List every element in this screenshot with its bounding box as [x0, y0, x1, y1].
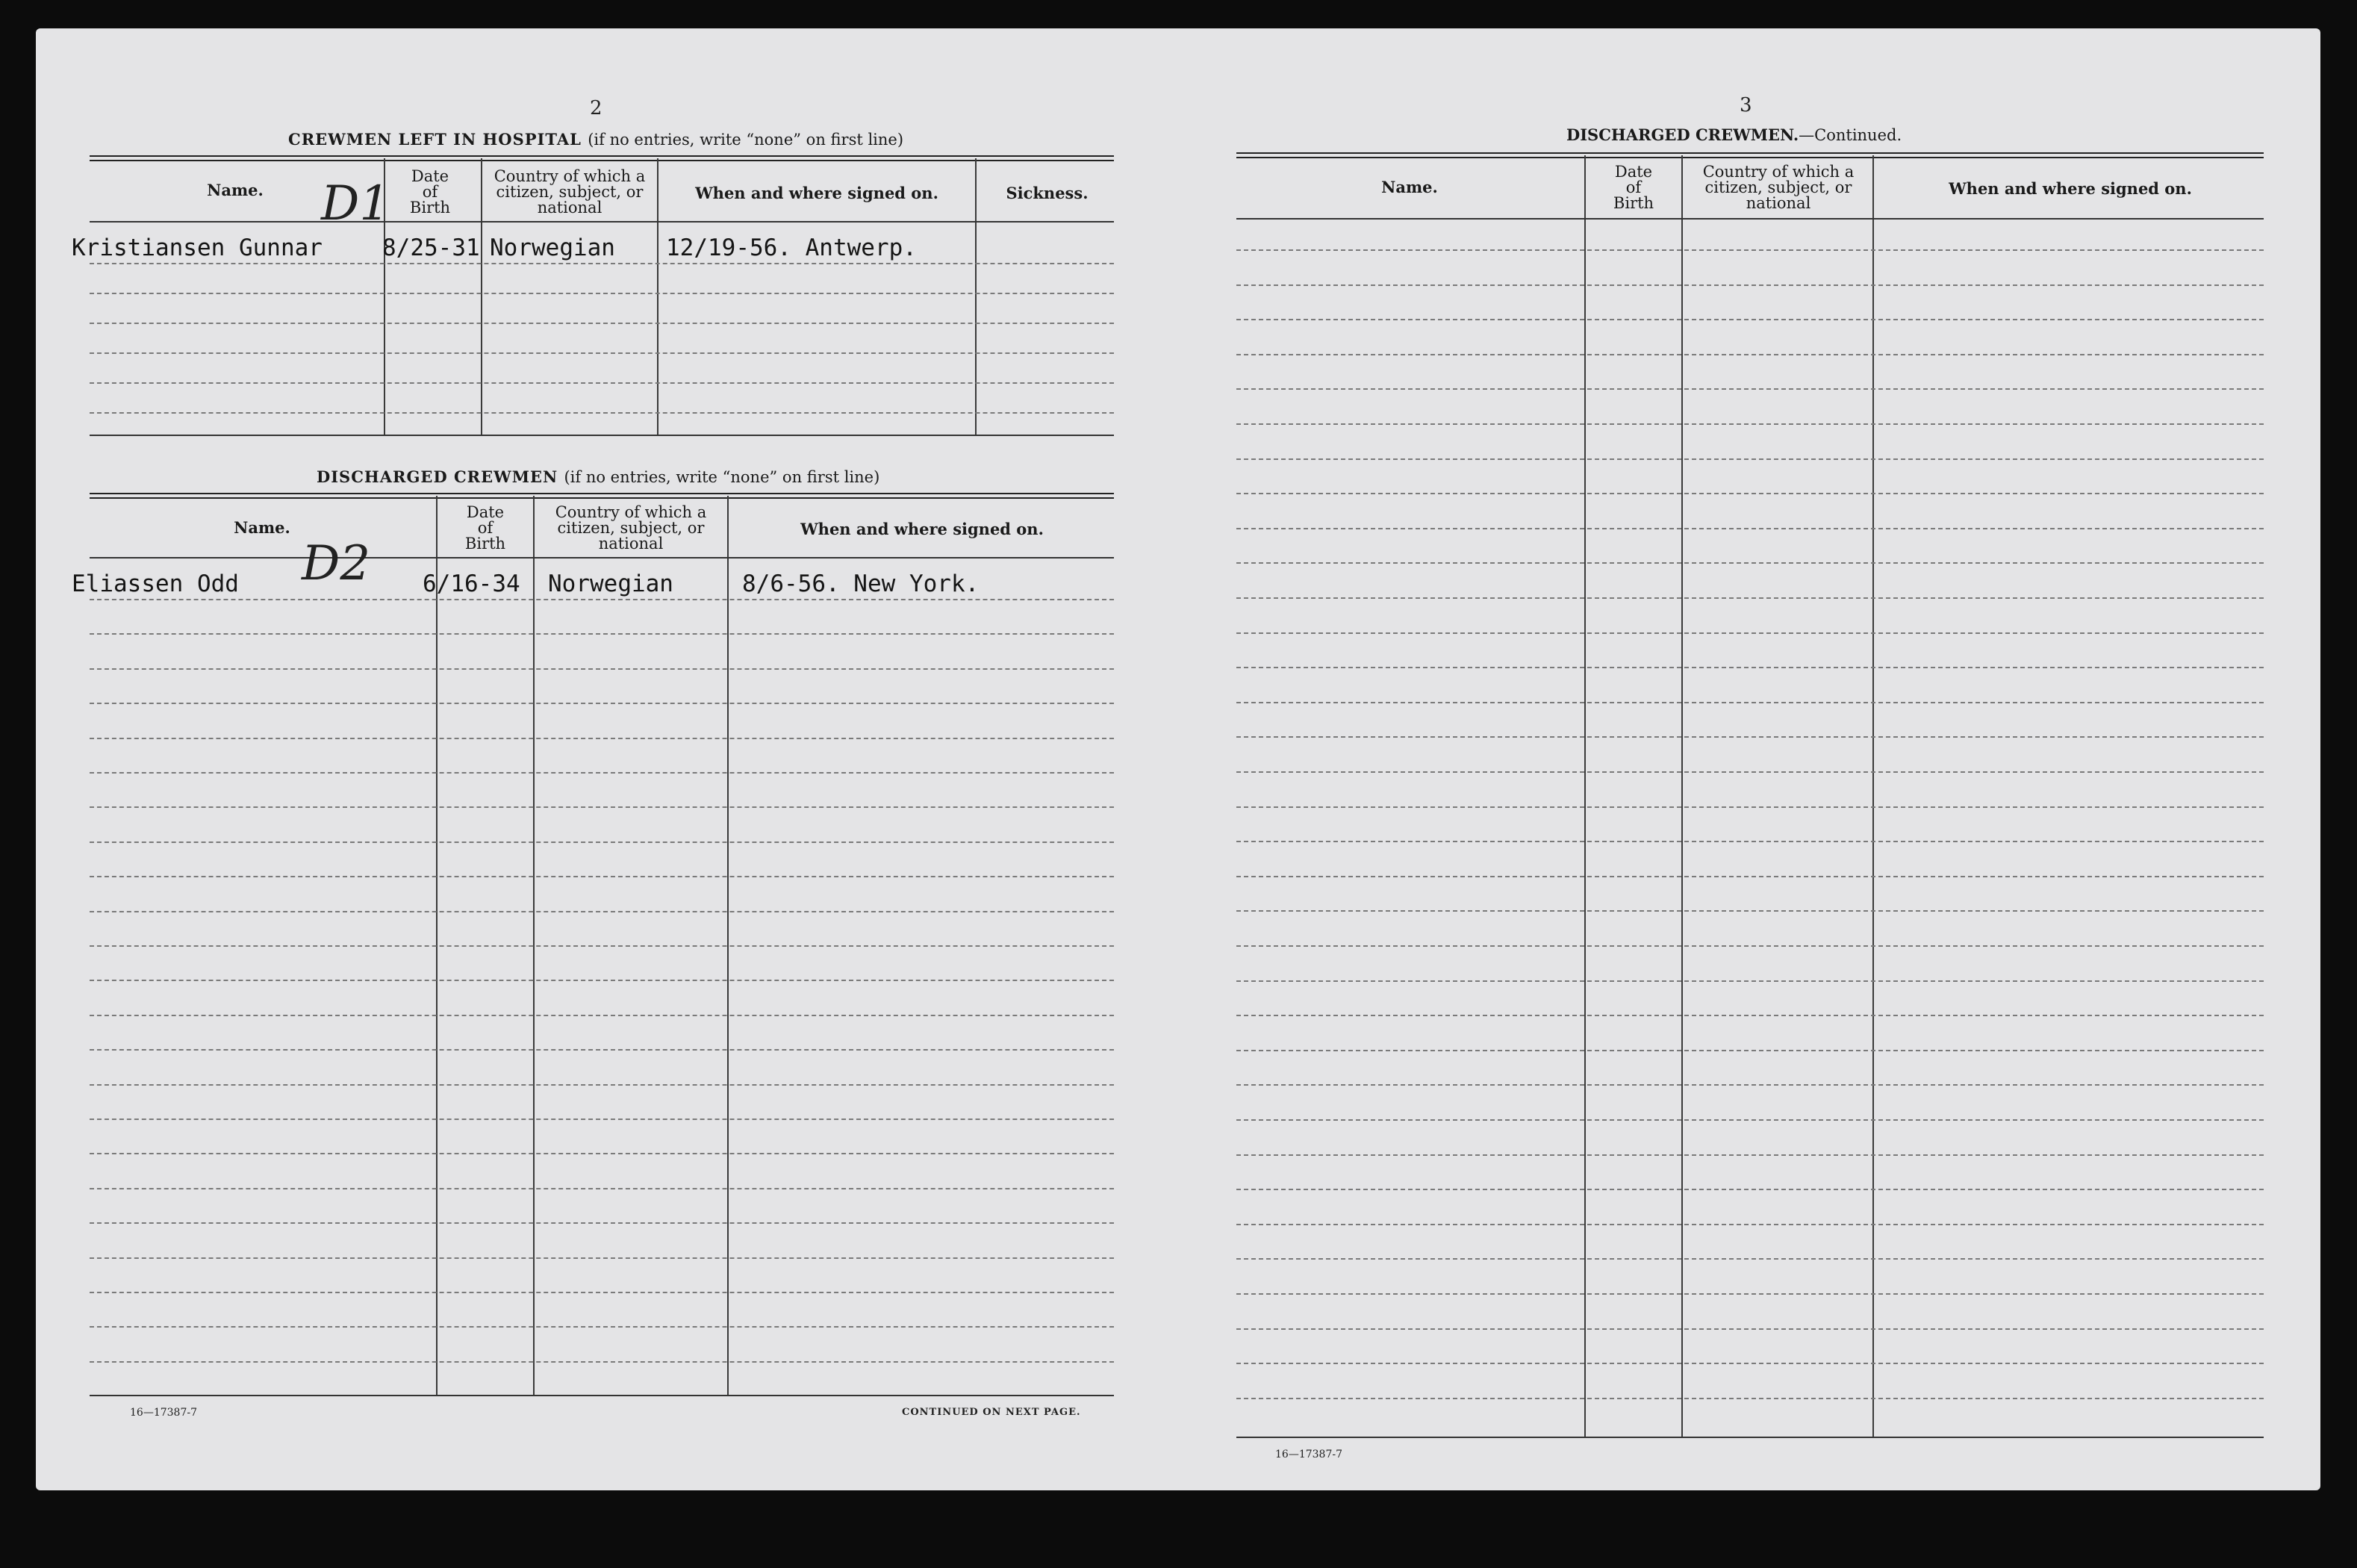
hospital-column-divider: [975, 158, 977, 435]
ruled-line: [1236, 1224, 2264, 1225]
hospital-row-name: Kristiansen Gunnar: [72, 234, 323, 261]
ruled-line: [90, 772, 1114, 774]
hospital-row-dob: 8/25-31: [382, 234, 480, 261]
ruled-line: [90, 352, 1114, 354]
discharged-row-name: Eliassen Odd: [72, 570, 239, 597]
hospital-section-title: [288, 130, 903, 149]
ruled-line: [90, 1188, 1114, 1189]
continued-header-dob-line3: Birth: [1613, 194, 1654, 212]
ruled-line: [90, 703, 1114, 704]
ruled-line: [90, 412, 1114, 414]
discharged-header-country-line3: national: [598, 535, 664, 553]
ruled-line: [1236, 249, 2264, 251]
ruled-line: [90, 293, 1114, 294]
discharged-header-name: Name.: [234, 518, 290, 537]
ruled-line: [1236, 1154, 2264, 1156]
ruled-line: [90, 980, 1114, 981]
ruled-line: [1236, 1293, 2264, 1295]
ruled-line: [1236, 284, 2264, 286]
ruled-line: [1236, 1050, 2264, 1051]
ruled-line: [90, 945, 1114, 947]
discharged-section-title: [317, 467, 879, 486]
ruled-line: [90, 841, 1114, 843]
discharged-header-dob-line1: Date: [466, 503, 505, 521]
ruled-line: [1236, 354, 2264, 355]
hospital-title-text: CREWMEN LEFT IN HOSPITAL: [288, 130, 582, 149]
hospital-header-sickness: Sickness.: [1006, 184, 1089, 202]
discharged-row-dob: 6/16-34: [423, 570, 520, 597]
discharged-header-dob-line2: of: [477, 519, 493, 537]
hospital-column-divider: [657, 158, 658, 435]
form-number: 16—17387-7: [1275, 1449, 1342, 1460]
ruled-line: [1236, 597, 2264, 599]
continued-header-country: [1686, 164, 1871, 211]
ruled-line: [90, 1222, 1114, 1224]
discharged-continued-title: [1566, 125, 1902, 144]
ruled-line: [1236, 458, 2264, 460]
ruled-line: [1236, 1015, 2264, 1016]
ruled-line: [90, 1049, 1114, 1051]
table-bottom-rule: [90, 1395, 1114, 1396]
discharged-header-dob: [439, 505, 532, 552]
continued-header-rule: [1236, 218, 2264, 220]
hospital-header-country-line1: Country of which a: [493, 167, 646, 185]
discharged-header-country: [538, 505, 724, 552]
discharged-title-note: (if no entries, write “none” on first line): [564, 468, 880, 486]
discharged-title-text: DISCHARGED CREWMEN: [317, 467, 558, 486]
continued-header-name: Name.: [1381, 178, 1438, 196]
ruled-line: [90, 876, 1114, 877]
continued-column-divider: [1681, 155, 1683, 1437]
ruled-line: [90, 263, 1114, 264]
continued-table-top-rule: [1236, 152, 2264, 158]
ruled-line: [90, 806, 1114, 808]
hospital-header-dob-line1: Date: [411, 167, 449, 185]
ruled-line: [90, 1153, 1114, 1154]
ruled-line: [1236, 980, 2264, 982]
ruled-line: [1236, 771, 2264, 773]
ruled-line: [1236, 423, 2264, 425]
right-page: [1201, 28, 2320, 1568]
continued-header-country-line2: citizen, subject, or: [1704, 178, 1852, 196]
ruled-line: [1236, 1328, 2264, 1330]
ruled-line: [1236, 562, 2264, 564]
discharged-header-signed: When and where signed on.: [800, 520, 1044, 538]
ruled-line: [1236, 632, 2264, 634]
continued-column-divider: [1584, 155, 1586, 1437]
discharged-row-country: Norwegian: [548, 570, 673, 597]
ruled-line: [90, 911, 1114, 912]
discharged-row-signed: 8/6-56. New York.: [742, 570, 980, 597]
ruled-line: [90, 1326, 1114, 1328]
hospital-header-country-line3: national: [537, 199, 603, 217]
continued-header-dob-line2: of: [1625, 178, 1642, 196]
ruled-line: [1236, 736, 2264, 738]
ruled-line: [90, 1084, 1114, 1086]
ruled-line: [1236, 945, 2264, 947]
hospital-header-signed: When and where signed on.: [695, 184, 938, 202]
page-number: 2: [590, 97, 603, 119]
ruled-line: [1236, 388, 2264, 390]
hospital-header-rule: [90, 221, 1114, 223]
hospital-header-name: Name.: [207, 181, 264, 199]
handwritten-mark: D2: [302, 536, 371, 591]
discharged-header-rule: [90, 557, 1114, 559]
continued-header-dob: [1587, 164, 1680, 211]
ruled-line: [90, 1292, 1114, 1293]
hospital-header-dob-line3: Birth: [409, 199, 451, 217]
discharged-continued-suffix: —Continued.: [1799, 126, 1902, 144]
hospital-header-dob: [385, 169, 475, 216]
ruled-line: [90, 1257, 1114, 1259]
continued-note: CONTINUED ON NEXT PAGE.: [902, 1407, 1081, 1418]
continued-header-country-line1: Country of which a: [1702, 163, 1855, 181]
ruled-line: [1236, 1119, 2264, 1121]
discharged-header-country-line1: Country of which a: [555, 503, 707, 521]
left-page: [36, 28, 1201, 1568]
continued-header-dob-line1: Date: [1614, 163, 1653, 181]
ruled-line: [90, 738, 1114, 739]
ruled-line: [1236, 1363, 2264, 1364]
ruled-line: [1236, 1189, 2264, 1190]
ruled-line: [90, 633, 1114, 635]
ruled-line: [90, 1015, 1114, 1016]
hospital-row-signed: 12/19-56. Antwerp.: [666, 234, 917, 261]
continued-column-divider: [1872, 155, 1874, 1437]
ruled-line: [1236, 1084, 2264, 1086]
ruled-line: [1236, 910, 2264, 912]
ruled-line: [90, 382, 1114, 384]
hospital-title-note: (if no entries, write “none” on first line): [588, 131, 904, 149]
ruled-line: [1236, 528, 2264, 529]
hospital-table-top-rule: [90, 155, 1114, 161]
ruled-line: [90, 323, 1114, 324]
ruled-line: [1236, 876, 2264, 877]
form-number: 16—17387-7: [130, 1407, 197, 1419]
hospital-header-country-line2: citizen, subject, or: [496, 183, 644, 201]
discharged-header-dob-line3: Birth: [464, 535, 506, 553]
ruled-line: [1236, 702, 2264, 703]
ruled-line: [90, 1361, 1114, 1363]
discharged-continued-title-text: DISCHARGED CREWMEN.: [1566, 125, 1799, 144]
ruled-line: [90, 1119, 1114, 1120]
continued-header-signed: When and where signed on.: [1949, 179, 2192, 198]
table-bottom-rule: [1236, 1437, 2264, 1438]
hospital-header-dob-line2: of: [422, 183, 438, 201]
ruled-line: [1236, 1398, 2264, 1399]
hospital-header-country: [484, 169, 656, 216]
ruled-line: [1236, 319, 2264, 320]
page-number: 3: [1740, 94, 1752, 116]
ruled-line: [90, 435, 1114, 436]
continued-header-country-line3: national: [1746, 194, 1811, 212]
ruled-line: [1236, 1258, 2264, 1260]
ruled-line: [90, 668, 1114, 670]
discharged-header-country-line2: citizen, subject, or: [557, 519, 705, 537]
hospital-column-divider: [481, 158, 482, 435]
ruled-line: [1236, 667, 2264, 668]
ruled-line: [1236, 493, 2264, 494]
ruled-line: [1236, 841, 2264, 842]
handwritten-mark: D1: [321, 176, 390, 231]
ruled-line: [1236, 806, 2264, 808]
discharged-table-top-rule: [90, 493, 1114, 499]
hospital-row-country: Norwegian: [490, 234, 615, 261]
ruled-line: [90, 599, 1114, 600]
